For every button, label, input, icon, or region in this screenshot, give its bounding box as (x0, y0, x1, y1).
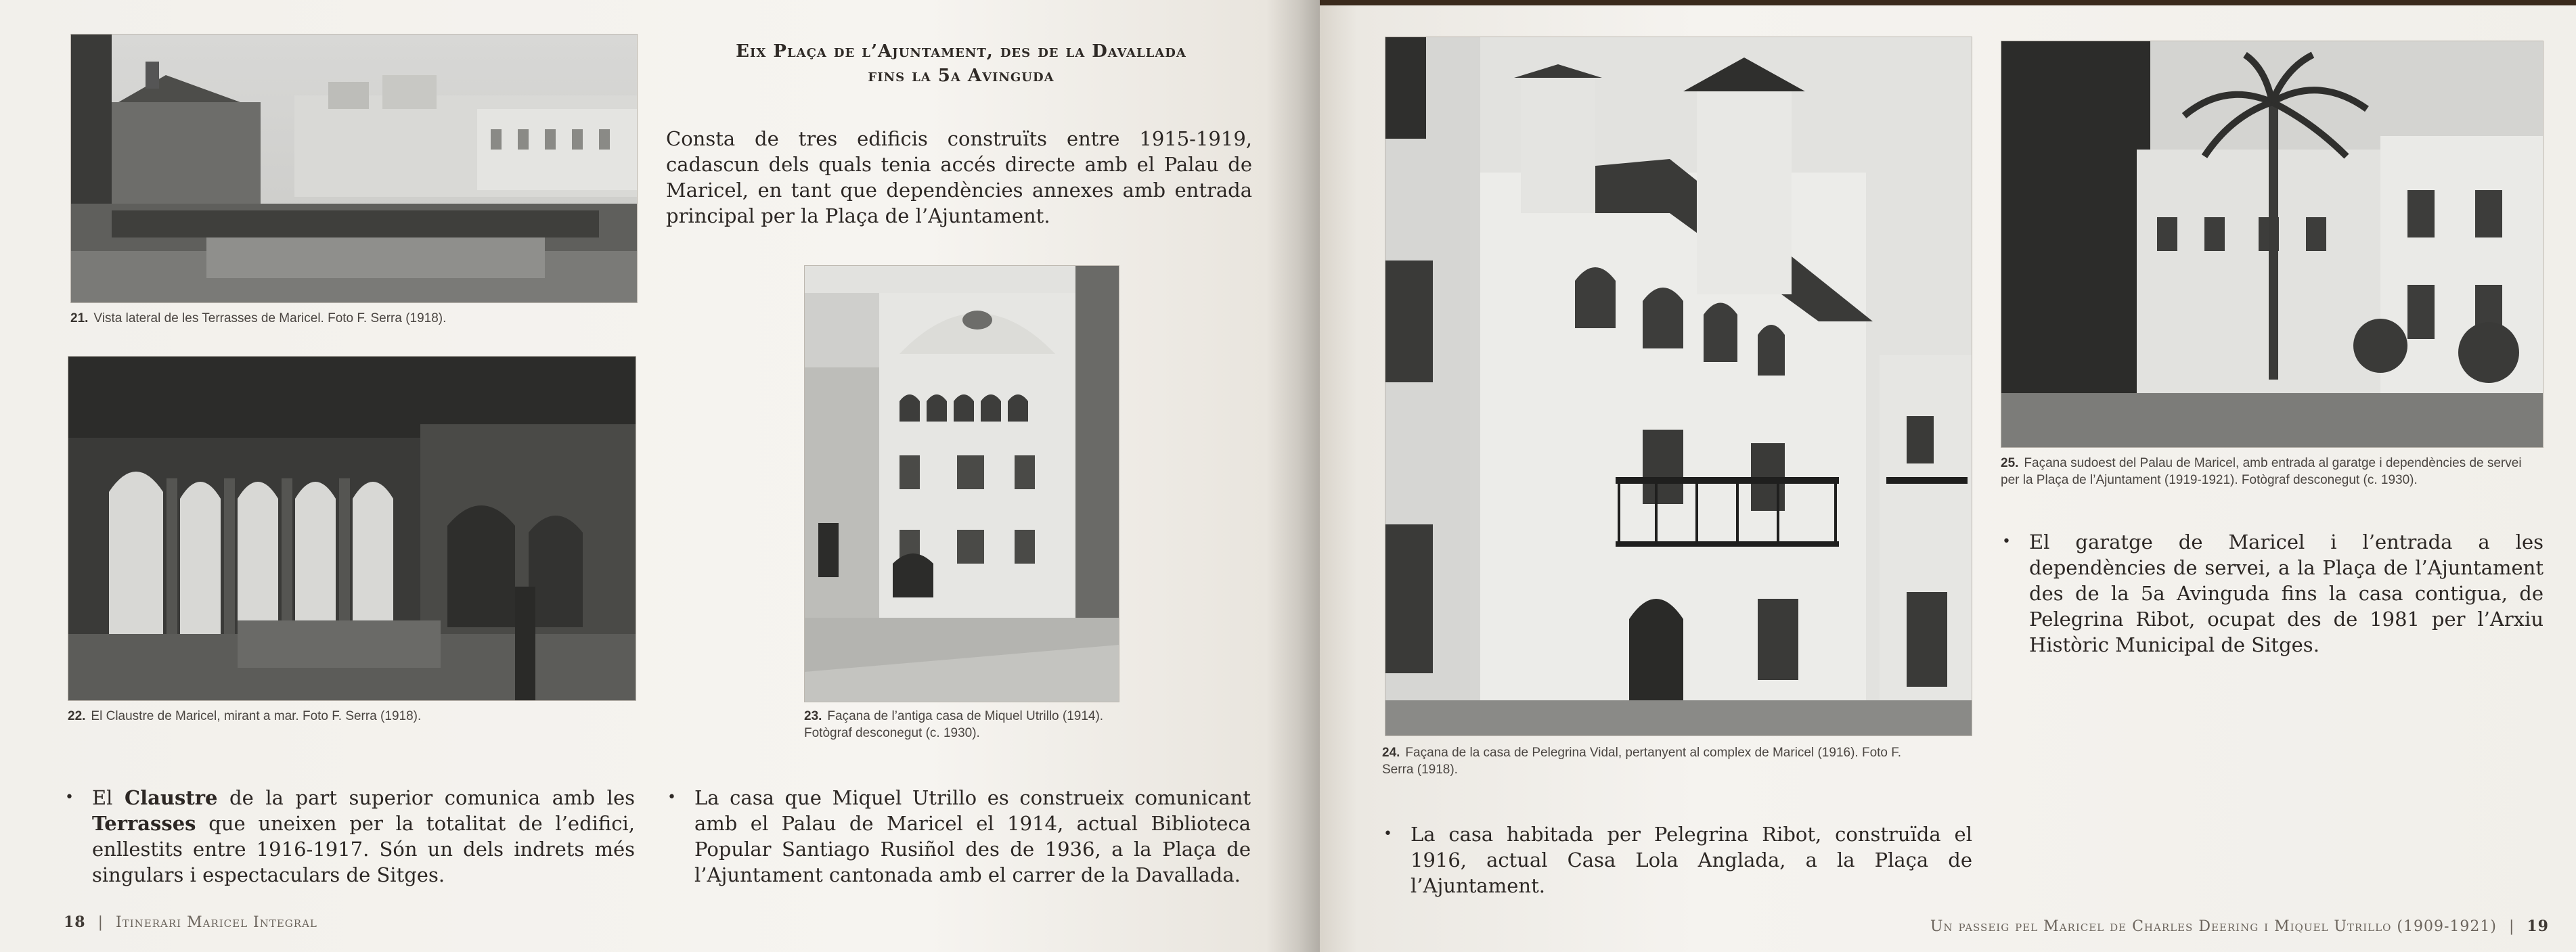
right-footer: Un passeig pel Maricel de Charles Deering i Miquel Utrillo (1909-1921) | 19 (1930, 917, 2549, 935)
bullet-claustre: • El Claustre de la part superior comunica amb les Terrasses que uneixen per la totalitat de l’edifici, enllestits entre 1916-1917. Són un dels indrets més singulars i espectaculars de Sitges. (65, 786, 635, 886)
bullet-garatge: • El garatge de Maricel i l’entrada a les dependències de servei, a la Plaça de l’Ajuntament des de la 5a Avinguda fins la casa contigua, de Pelegrina Ribot, ocupat des de 1981 per l’Arxiu Històric Municipal de Sitges. (2002, 530, 2544, 656)
caption-21: 21. Vista lateral de les Terrasses de Maricel. Foto F. Serra (1918). (70, 311, 447, 325)
caption-25: 25. Façana sudoest del Palau de Maricel, amb entrada al garatge i dependències de servei per la Plaça de l’Ajuntament (1919-1921). Fotògraf desconegut (c. 1930). (2001, 456, 2522, 487)
bullet-icon: • (65, 789, 74, 806)
bullet-icon: • (2002, 533, 2011, 550)
photo-claustre (68, 356, 636, 701)
photo-terrasses (70, 34, 638, 303)
casa-pelegrina-vidal-image (1385, 37, 1972, 735)
fold-shadow (1266, 0, 1320, 952)
photo-casa-utrillo (804, 265, 1119, 702)
facana-sudoest-image (2001, 41, 2543, 447)
caption-24: 24. Façana de la casa de Pelegrina Vidal, pertanyent al complex de Maricel (1916). Foto F. Serra (1918). (1382, 746, 1902, 777)
photo-casa-pelegrina-vidal (1385, 37, 1972, 736)
intro-paragraph: Consta de tres edificis construïts entre 1915-1919, cadascun dels quals tenia accés directe amb el Palau de Maricel, en tant que dependències annexes amb entrada principal per la Plaça de l’Ajuntament. (666, 127, 1252, 227)
bullet-casa-utrillo: • La casa que Miquel Utrillo es construeix comunicant amb el Palau de Maricel el 1914, actual Biblioteca Popular Santiago Rusiñol des de 1936, a la Plaça de l’Ajuntament cantonada amb el carrer de la Davallada. (667, 786, 1251, 886)
bullet-icon: • (1383, 825, 1392, 842)
claustre-image (68, 357, 636, 700)
bullet-icon: • (667, 789, 676, 806)
photo-facana-sudoest (2001, 41, 2544, 448)
caption-23: 23. Façana de l’antiga casa de Miquel Utrillo (1914). Fotògraf desconegut (c. 1930). (804, 709, 1104, 740)
caption-22: 22. El Claustre de Maricel, mirant a mar. Foto F. Serra (1918). (68, 709, 422, 723)
terrasses-image (71, 35, 637, 302)
casa-utrillo-image (805, 266, 1119, 702)
section-heading: Eix Plaça de l’Ajuntament, des de la Davallada fins la 5a Avinguda (736, 41, 1186, 86)
bullet-casa-lola-anglada: • La casa habitada per Pelegrina Ribot, construïda el 1916, actual Casa Lola Anglada, a la Plaça de l’Ajuntament. (1383, 823, 1972, 897)
right-page (1320, 5, 2576, 952)
left-footer: 18 | Itinerari Maricel Integral (64, 913, 317, 931)
